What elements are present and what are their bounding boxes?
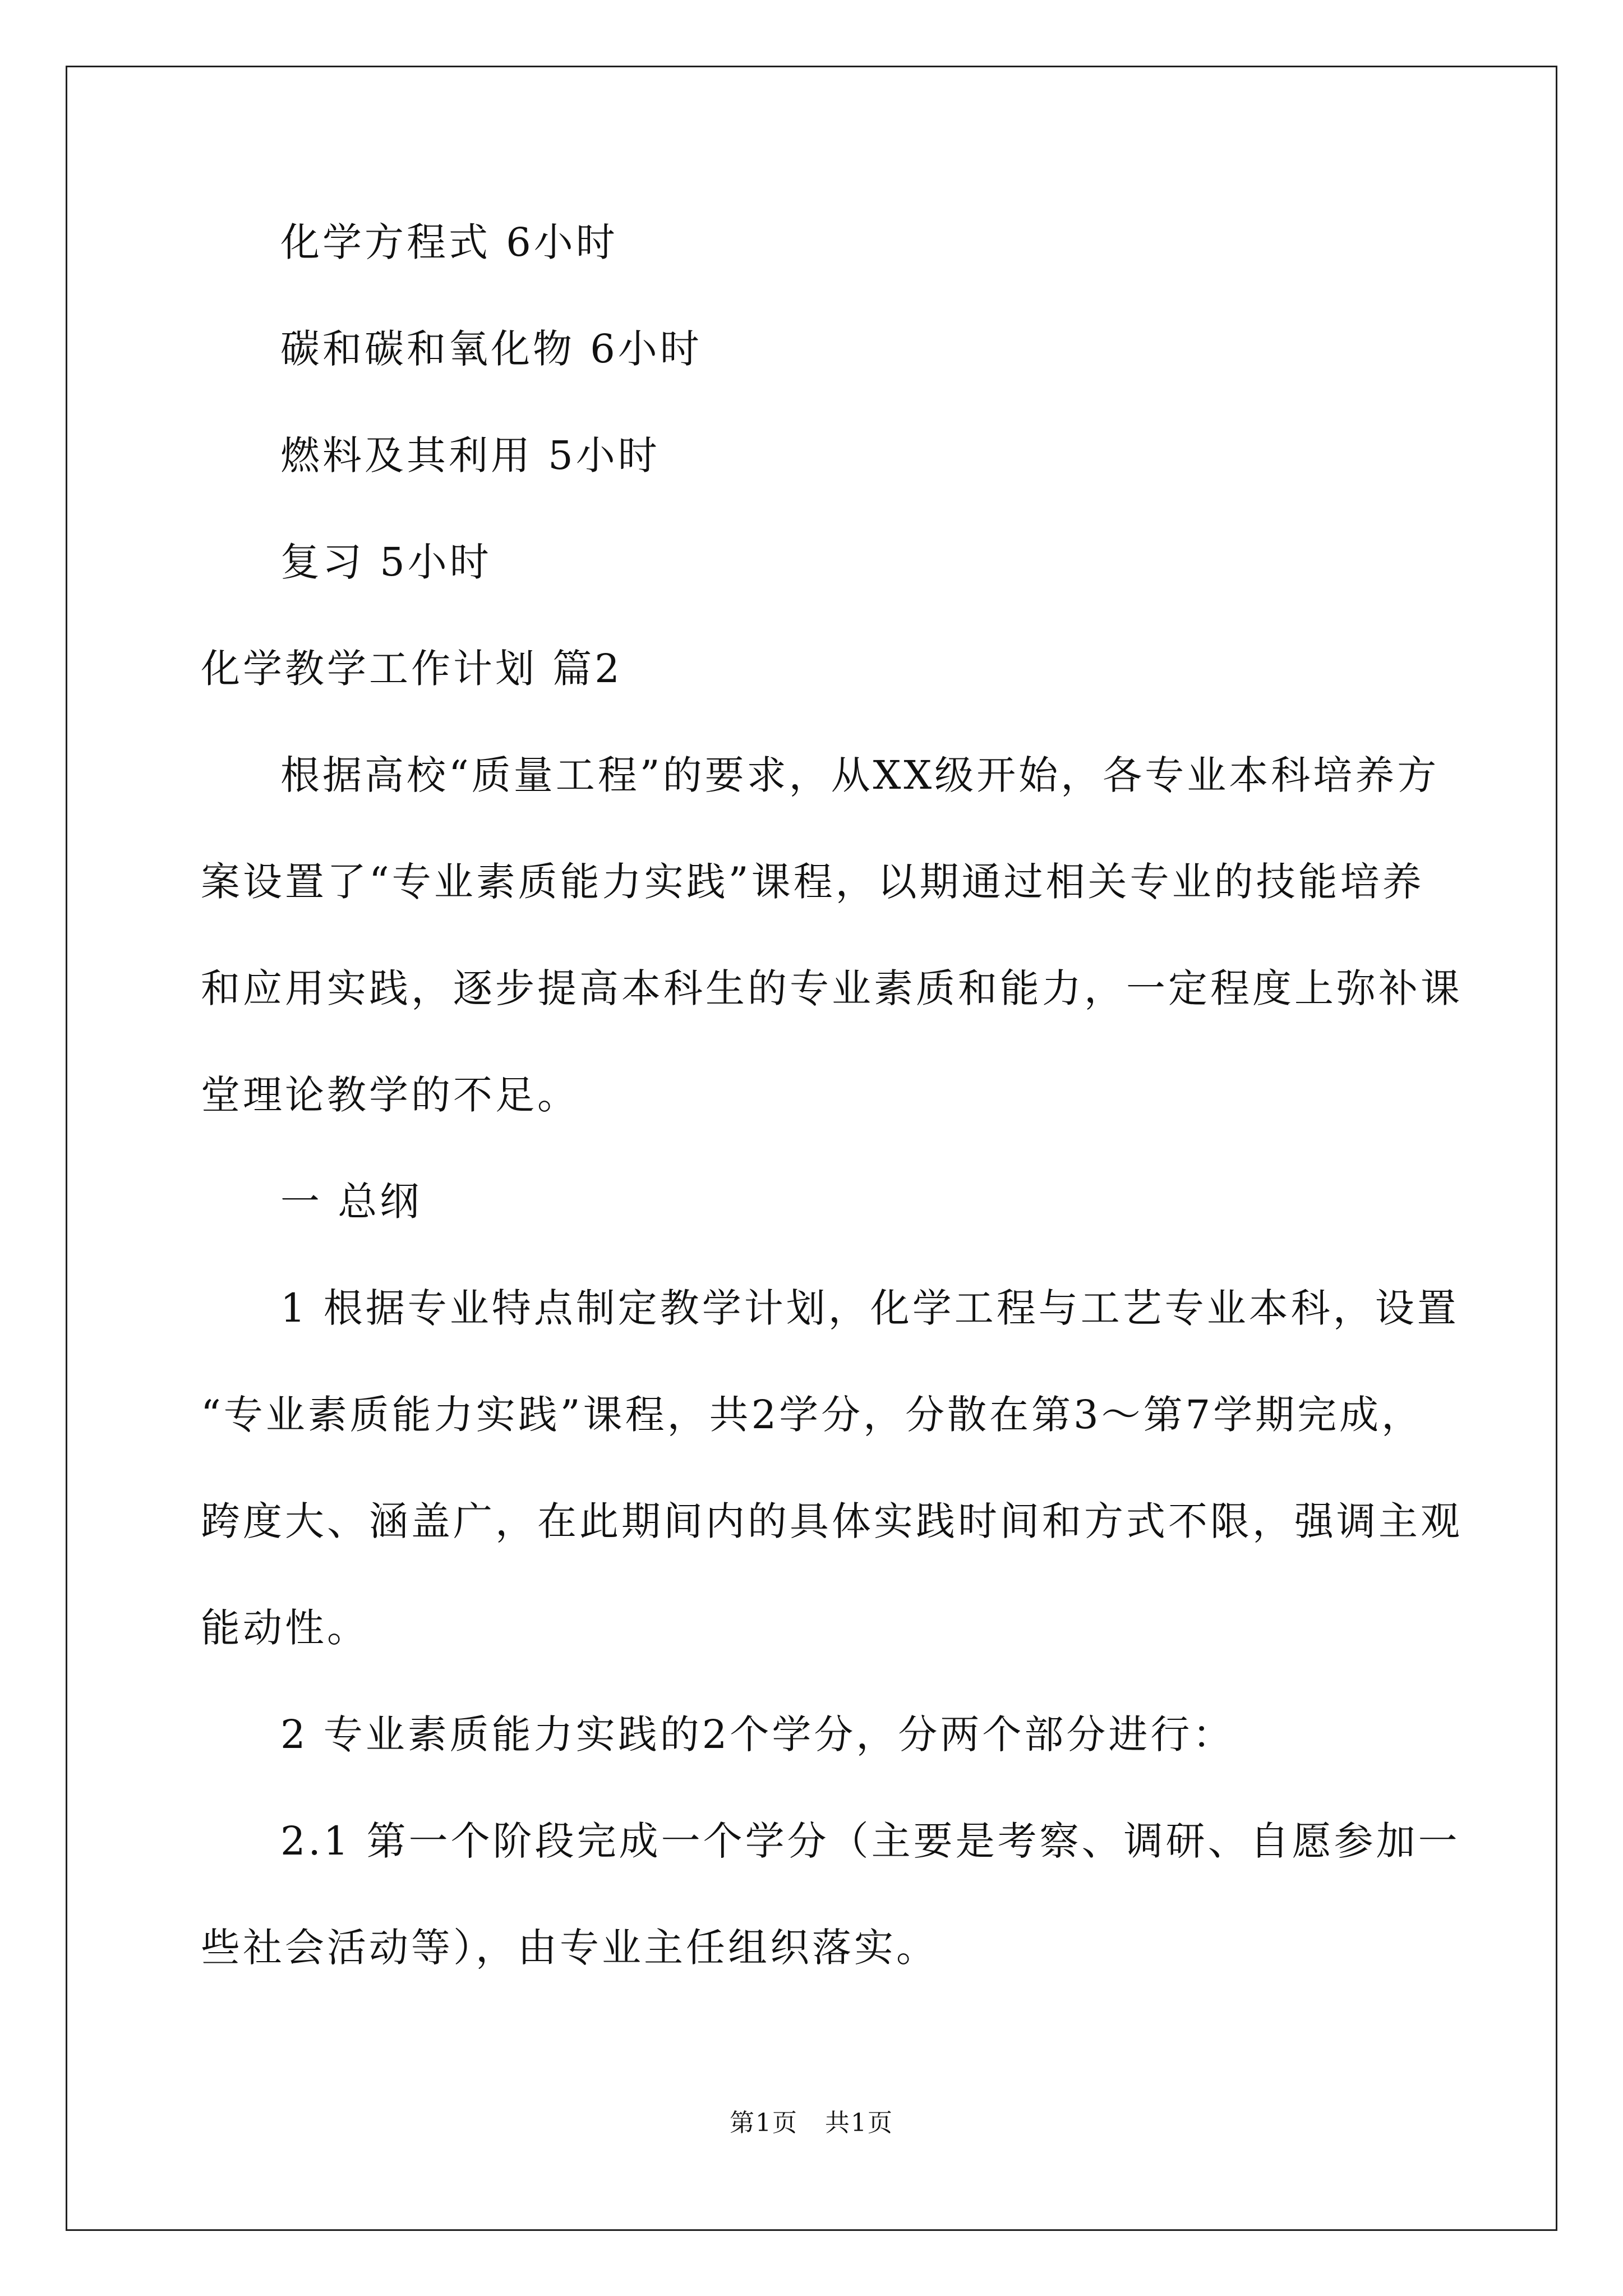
body-line: 些社会活动等），由专业主任组织落实。 — [201, 1925, 938, 1971]
body-line: 和应用实践，逐步提高本科生的专业素质和能力，一定程度上弥补课 — [201, 965, 1463, 1011]
body-line: 堂理论教学的不足。 — [201, 1072, 579, 1118]
body-line: 跨度大、涵盖广，在此期间内的具体实践时间和方式不限，强调主观 — [201, 1498, 1463, 1544]
body-line: 复习 5小时 — [280, 539, 492, 585]
page-footer: 第1页 共1页 — [730, 2109, 893, 2137]
body-line: 1 根据专业特点制定教学计划，化学工程与工艺专业本科，设置 — [280, 1285, 1459, 1331]
body-line: 案设置了“专业素质能力实践”课程，以期通过相关专业的技能培养 — [201, 859, 1424, 905]
section-heading: 化学教学工作计划 篇2 — [201, 646, 623, 692]
subsection-heading: 一 总纲 — [280, 1179, 422, 1225]
body-line: 2.1 第一个阶段完成一个学分（主要是考察、调研、自愿参加一 — [280, 1818, 1460, 1864]
body-line: 碳和碳和氧化物 6小时 — [280, 326, 702, 372]
body-line: 2 专业素质能力实践的2个学分，分两个部分进行： — [280, 1711, 1235, 1757]
page-border — [66, 66, 1557, 2231]
body-line: 化学方程式 6小时 — [280, 219, 618, 265]
body-line: 能动性。 — [201, 1605, 369, 1651]
body-line: 燃料及其利用 5小时 — [280, 432, 660, 478]
body-line: 根据高校“质量工程”的要求，从XX级开始，各专业本科培养方 — [280, 752, 1440, 798]
body-line: “专业素质能力实践”课程，共2学分，分散在第3～第7学期完成， — [201, 1392, 1424, 1438]
